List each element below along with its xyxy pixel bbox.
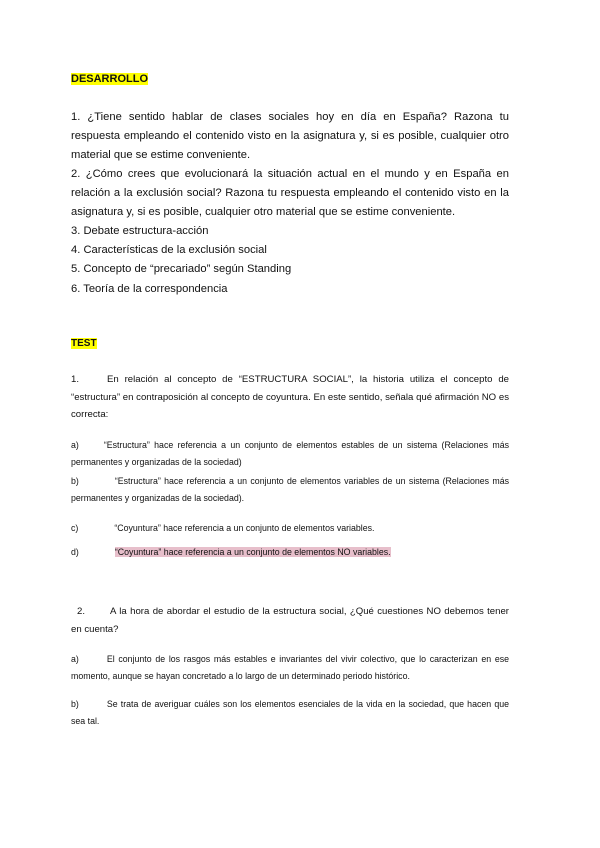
desarrollo-item-3: 3. Debate estructura-acción <box>71 225 209 237</box>
desarrollo-item-4: 4. Características de la exclusión social <box>71 244 267 256</box>
question-1-option-d: d) “Coyuntura” hace referencia a un conjunto de elementos NO variables. <box>71 547 391 557</box>
question-1 <box>71 371 509 424</box>
desarrollo-item-5: 5. Concepto de “precariado” según Standing <box>71 263 292 275</box>
desarrollo-item-1: 1. ¿Tiene sentido hablar de clases sociales hoy en día en España? Razona tu respuesta empleando el contenido visto en la asignatura y, si es posible, cualquier otro material que se estime conveniente. <box>71 111 509 162</box>
question-1-option-a: a) “Estructura” hace referencia a un conjunto de elementos estables de un sistema (Relaciones más permanentes y organizadas de la sociedad) <box>71 440 509 467</box>
test-heading: TEST <box>71 338 97 349</box>
question-2-text: A la hora de abordar el estudio de la estructura social, ¿Qué cuestiones NO debemos tener en cuenta? <box>71 606 509 635</box>
question-1-text: En relación al concepto de “ESTRUCTURA SOCIAL”, la historia utiliza el concepto de “estructura” en contraposición al concepto de coyuntura. En este sentido, señala qué afirmación NO es correcta: <box>71 374 509 420</box>
question-1-option-b: b) “Estructura” hace referencia a un conjunto de elementos variables de un sistema (Relaciones más permanentes y organizadas de la sociedad). <box>71 476 509 503</box>
question-1-option-c: c) “Coyuntura” hace referencia a un conjunto de elementos variables. <box>71 523 375 533</box>
desarrollo-item-2: 2. ¿Cómo crees que evolucionará la situación actual en el mundo y en España en relación a la exclusión social? Razona tu respuesta empleando el contenido visto en la asignatura y, si es posible, cualquier otro material que se estime conveniente. <box>71 168 509 219</box>
desarrollo-item-6: 6. Teoría de la correspondencia <box>71 283 228 295</box>
question-2-option-a: a) El conjunto de los rasgos más estables e invariantes del vivir colectivo, que lo caracterizan en ese momento, aunque se hayan concretado a lo largo de un determinado periodo histórico. <box>71 654 509 681</box>
question-2-option-b: b) Se trata de averiguar cuáles son los elementos esenciales de la vida en la sociedad, que hacen que sea tal. <box>71 699 509 726</box>
question-1-number: 1. <box>71 374 80 385</box>
question-2-number: 2. <box>77 606 86 617</box>
question-2 <box>71 603 509 638</box>
correct-answer-highlight: “Coyuntura” hace referencia a un conjunto de elementos NO variables. <box>114 547 391 557</box>
desarrollo-heading: DESARROLLO <box>71 73 148 85</box>
